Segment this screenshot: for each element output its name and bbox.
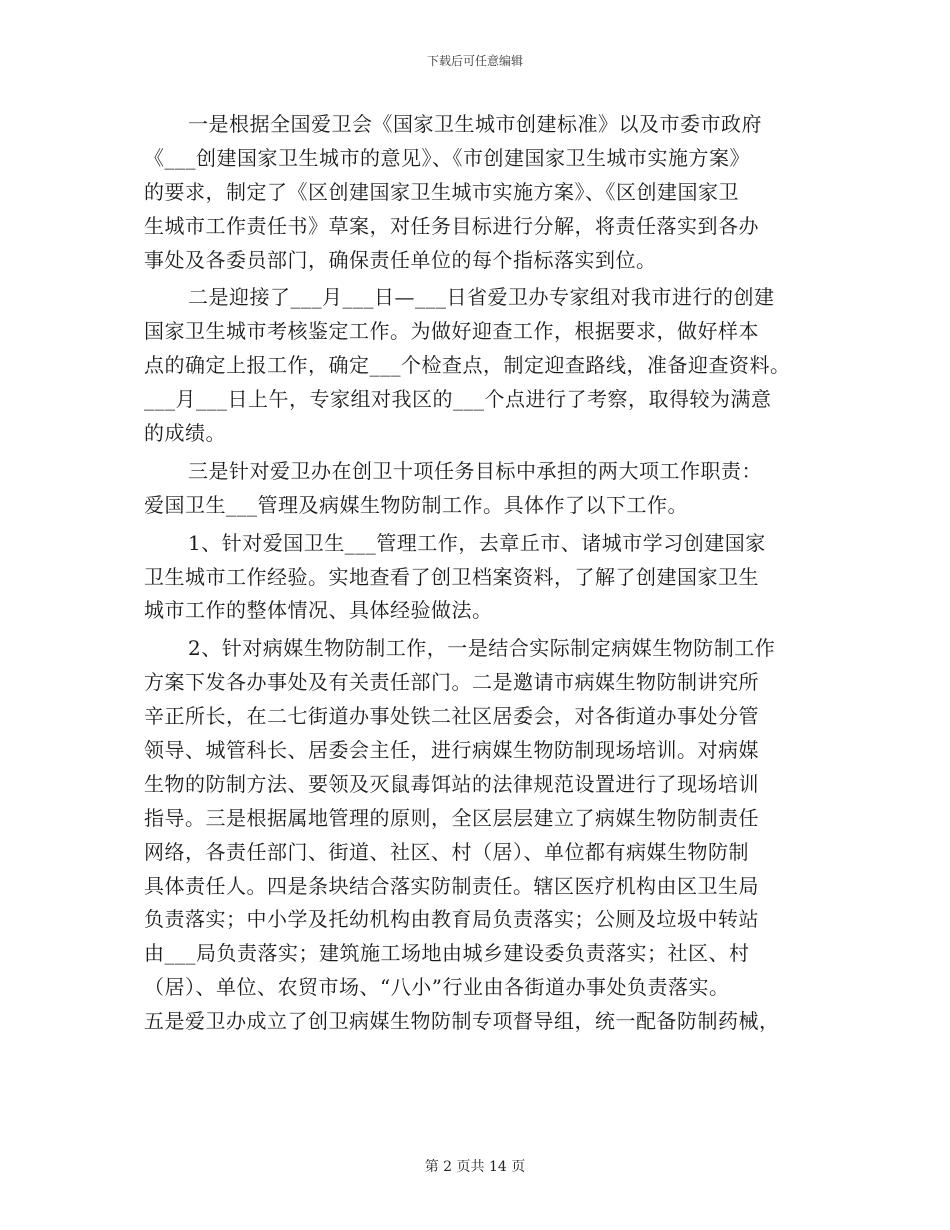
text-line: 二是迎接了___月___日—___日省爱卫办专家组对我市进行的创建 [188, 285, 775, 310]
text-line: 爱国卫生___管理及病媒生物防制工作。具体作了以下工作。 [144, 492, 688, 517]
paragraph-1 [144, 108, 810, 277]
text-line: （居）、单位、农贸市场、“八小”行业由各街道办事处负责落实。 [144, 975, 730, 1000]
text-line: 三是针对爱卫办在创卫十项任务目标中承担的两大项工作职责： [188, 458, 762, 483]
paragraph-2 [144, 281, 810, 450]
text-line: 方案下发各办事处及有关责任部门。二是邀请市病媒生物防制讲究所 [144, 670, 759, 695]
text-line: 辛正所长，在二七街道办事处铁二社区居委会，对各街道办事处分管 [144, 704, 759, 729]
text-line: 负责落实；中小学及托幼机构由教育局负责落实；公厕及垃圾中转站 [144, 907, 759, 932]
page-number-footer: 第 2 页共 14 页 [424, 1159, 526, 1175]
text-line: 2、针对病媒生物防制工作，一是结合实际制定病媒生物防制工作 [188, 636, 776, 661]
text-line: 的要求，制定了《区创建国家卫生城市实施方案》、《区创建国家卫 [144, 179, 739, 204]
text-line: ___月___日上午，专家组对我区的___个点进行了考察，取得较为满意 [144, 387, 772, 412]
text-line: 生城市工作责任书》草案，对任务目标进行分解，将责任落实到各办 [144, 213, 759, 238]
document-body [144, 108, 810, 1039]
text-line: 城市工作的整体情况、具体经验做法。 [144, 598, 493, 623]
paragraph-5 [144, 632, 810, 1039]
text-line: 由___局负责落实；建筑施工场地由城乡建设委负责落实；社区、村 [144, 941, 750, 966]
paragraph-4 [144, 527, 810, 629]
text-line: 一是根据全国爱卫会《国家卫生城市创建标准》以及市委市政府 [188, 112, 762, 136]
text-line: 具体责任人。四是条块结合落实防制责任。辖区医疗机构由区卫生局 [144, 873, 759, 898]
page-header: 下载后可任意编辑 [426, 54, 523, 68]
text-line: 1、针对爱国卫生___管理工作，去章丘市、诸城市学习创建国家 [188, 530, 766, 555]
text-line: 卫生城市工作经验。实地查看了创卫档案资料，了解了创建国家卫生 [144, 564, 759, 589]
paragraph-3 [144, 455, 810, 523]
text-line: 指导。三是根据属地管理的原则，全区层层建立了病媒生物防制责任 [144, 805, 759, 830]
text-line: 的成绩。 [144, 421, 226, 446]
text-line: 网络，各责任部门、街道、社区、村（居）、单位都有病媒生物防制 [144, 839, 749, 864]
text-line: 领导、城管科长、居委会主任，进行病媒生物防制现场培训。对病媒 [144, 738, 759, 763]
text-line: 生物的防制方法、要领及灭鼠毒饵站的法律规范设置进行了现场培训 [144, 771, 759, 796]
text-line: 五是爱卫办成立了创卫病媒生物防制专项督导组，统一配备防制药械， [144, 1009, 780, 1034]
text-line: 国家卫生城市考核鉴定工作。为做好迎查工作，根据要求，做好样本 [144, 319, 759, 344]
text-line: 点的确定上报工作，确定___个检查点，制定迎查路线，准备迎查资料。 [144, 353, 791, 378]
text-line: 《___创建国家卫生城市的意见》、《市创建国家卫生城市实施方案》 [144, 145, 750, 170]
text-line: 事处及各委员部门，确保责任单位的每个指标落实到位。 [144, 247, 657, 272]
